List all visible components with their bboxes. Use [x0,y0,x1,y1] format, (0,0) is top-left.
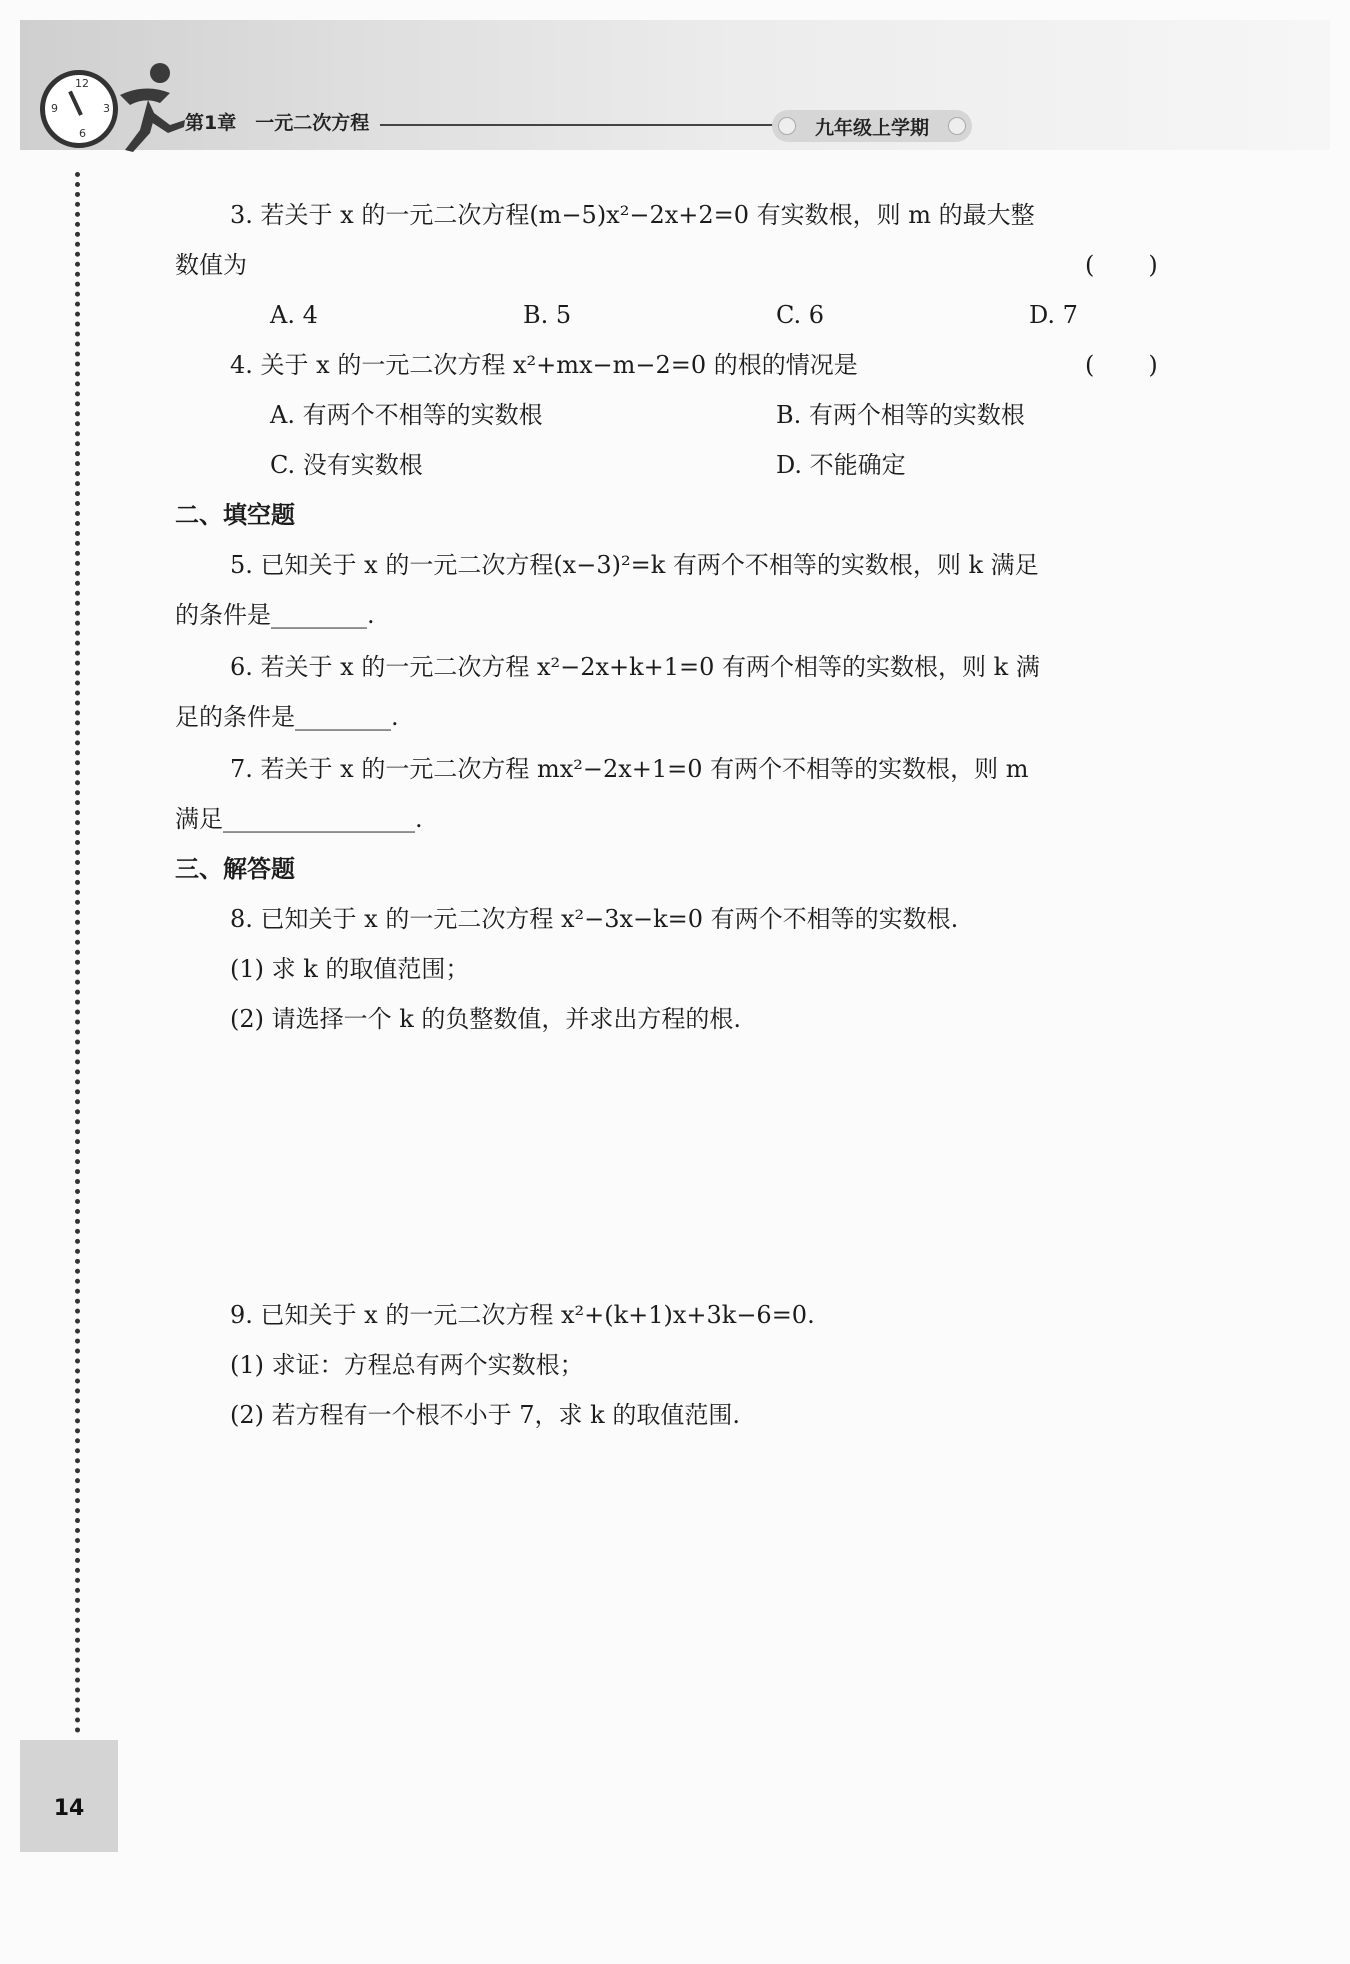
page-number: 14 [53,1796,85,1821]
pill-dot-icon [948,117,966,135]
q9-part1: (1) 求证：方程总有两个实数根； [230,1351,584,1379]
q9-stem: 9. 已知关于 x 的一元二次方程 x²+(k+1)x+3k−6=0. [230,1301,815,1329]
q3-option-b: B. 5 [523,301,572,329]
page-number-box [20,1740,118,1852]
q4-option-b: B. 有两个相等的实数根 [776,401,1025,429]
q5-stem-line2: 的条件是________. [175,601,375,629]
q6-stem-line2: 足的条件是________. [175,703,399,731]
q4-stem-line1: 4. 关于 x 的一元二次方程 x²+mx−m−2=0 的根的情况是 [230,351,858,379]
q9-part2: (2) 若方程有一个根不小于 7，求 k 的取值范围. [230,1401,740,1429]
grade-pill [772,110,972,142]
q3-stem-line2: 数值为 [175,251,247,279]
section-solve-title: 三、解答题 [175,855,295,883]
q3-answer-paren: ( ) [1085,251,1160,279]
binding-dotted-line [75,172,80,1734]
q8-stem: 8. 已知关于 x 的一元二次方程 x²−3x−k=0 有两个不相等的实数根. [230,905,959,933]
q8-part2: (2) 请选择一个 k 的负整数值，并求出方程的根. [230,1005,742,1033]
q8-part1: (1) 求 k 的取值范围； [230,955,470,983]
q4-option-c: C. 没有实数根 [270,451,423,479]
q7-stem-line2: 满足________________. [175,805,423,833]
q7-stem-line1: 7. 若关于 x 的一元二次方程 mx²−2x+1=0 有两个不相等的实数根，则 m [230,755,1029,783]
q4-answer-paren: ( ) [1085,351,1160,379]
q3-option-c: C. 6 [776,301,825,329]
header-rule [380,124,780,126]
chapter-title: 第1章 一元二次方程 [185,112,370,134]
grade-label: 九年级上学期 [814,117,929,139]
q4-option-d: D. 不能确定 [776,451,906,479]
section-fill-in-title: 二、填空题 [175,501,295,529]
q3-option-a: A. 4 [270,301,318,329]
q3-stem-line1: 3. 若关于 x 的一元二次方程(m−5)x²−2x+2=0 有实数根，则 m 的最大整 [230,201,1035,229]
q6-stem-line1: 6. 若关于 x 的一元二次方程 x²−2x+k+1=0 有两个相等的实数根，则 k 满 [230,653,1040,681]
q5-stem-line1: 5. 已知关于 x 的一元二次方程(x−3)²=k 有两个不相等的实数根，则 k 满足 [230,551,1039,579]
q4-option-a: A. 有两个不相等的实数根 [270,401,543,429]
q3-option-d: D. 7 [1029,301,1078,329]
clock-icon: 12 3 6 9 [40,70,118,148]
pill-dot-icon [778,117,796,135]
runner-icon [100,55,190,155]
